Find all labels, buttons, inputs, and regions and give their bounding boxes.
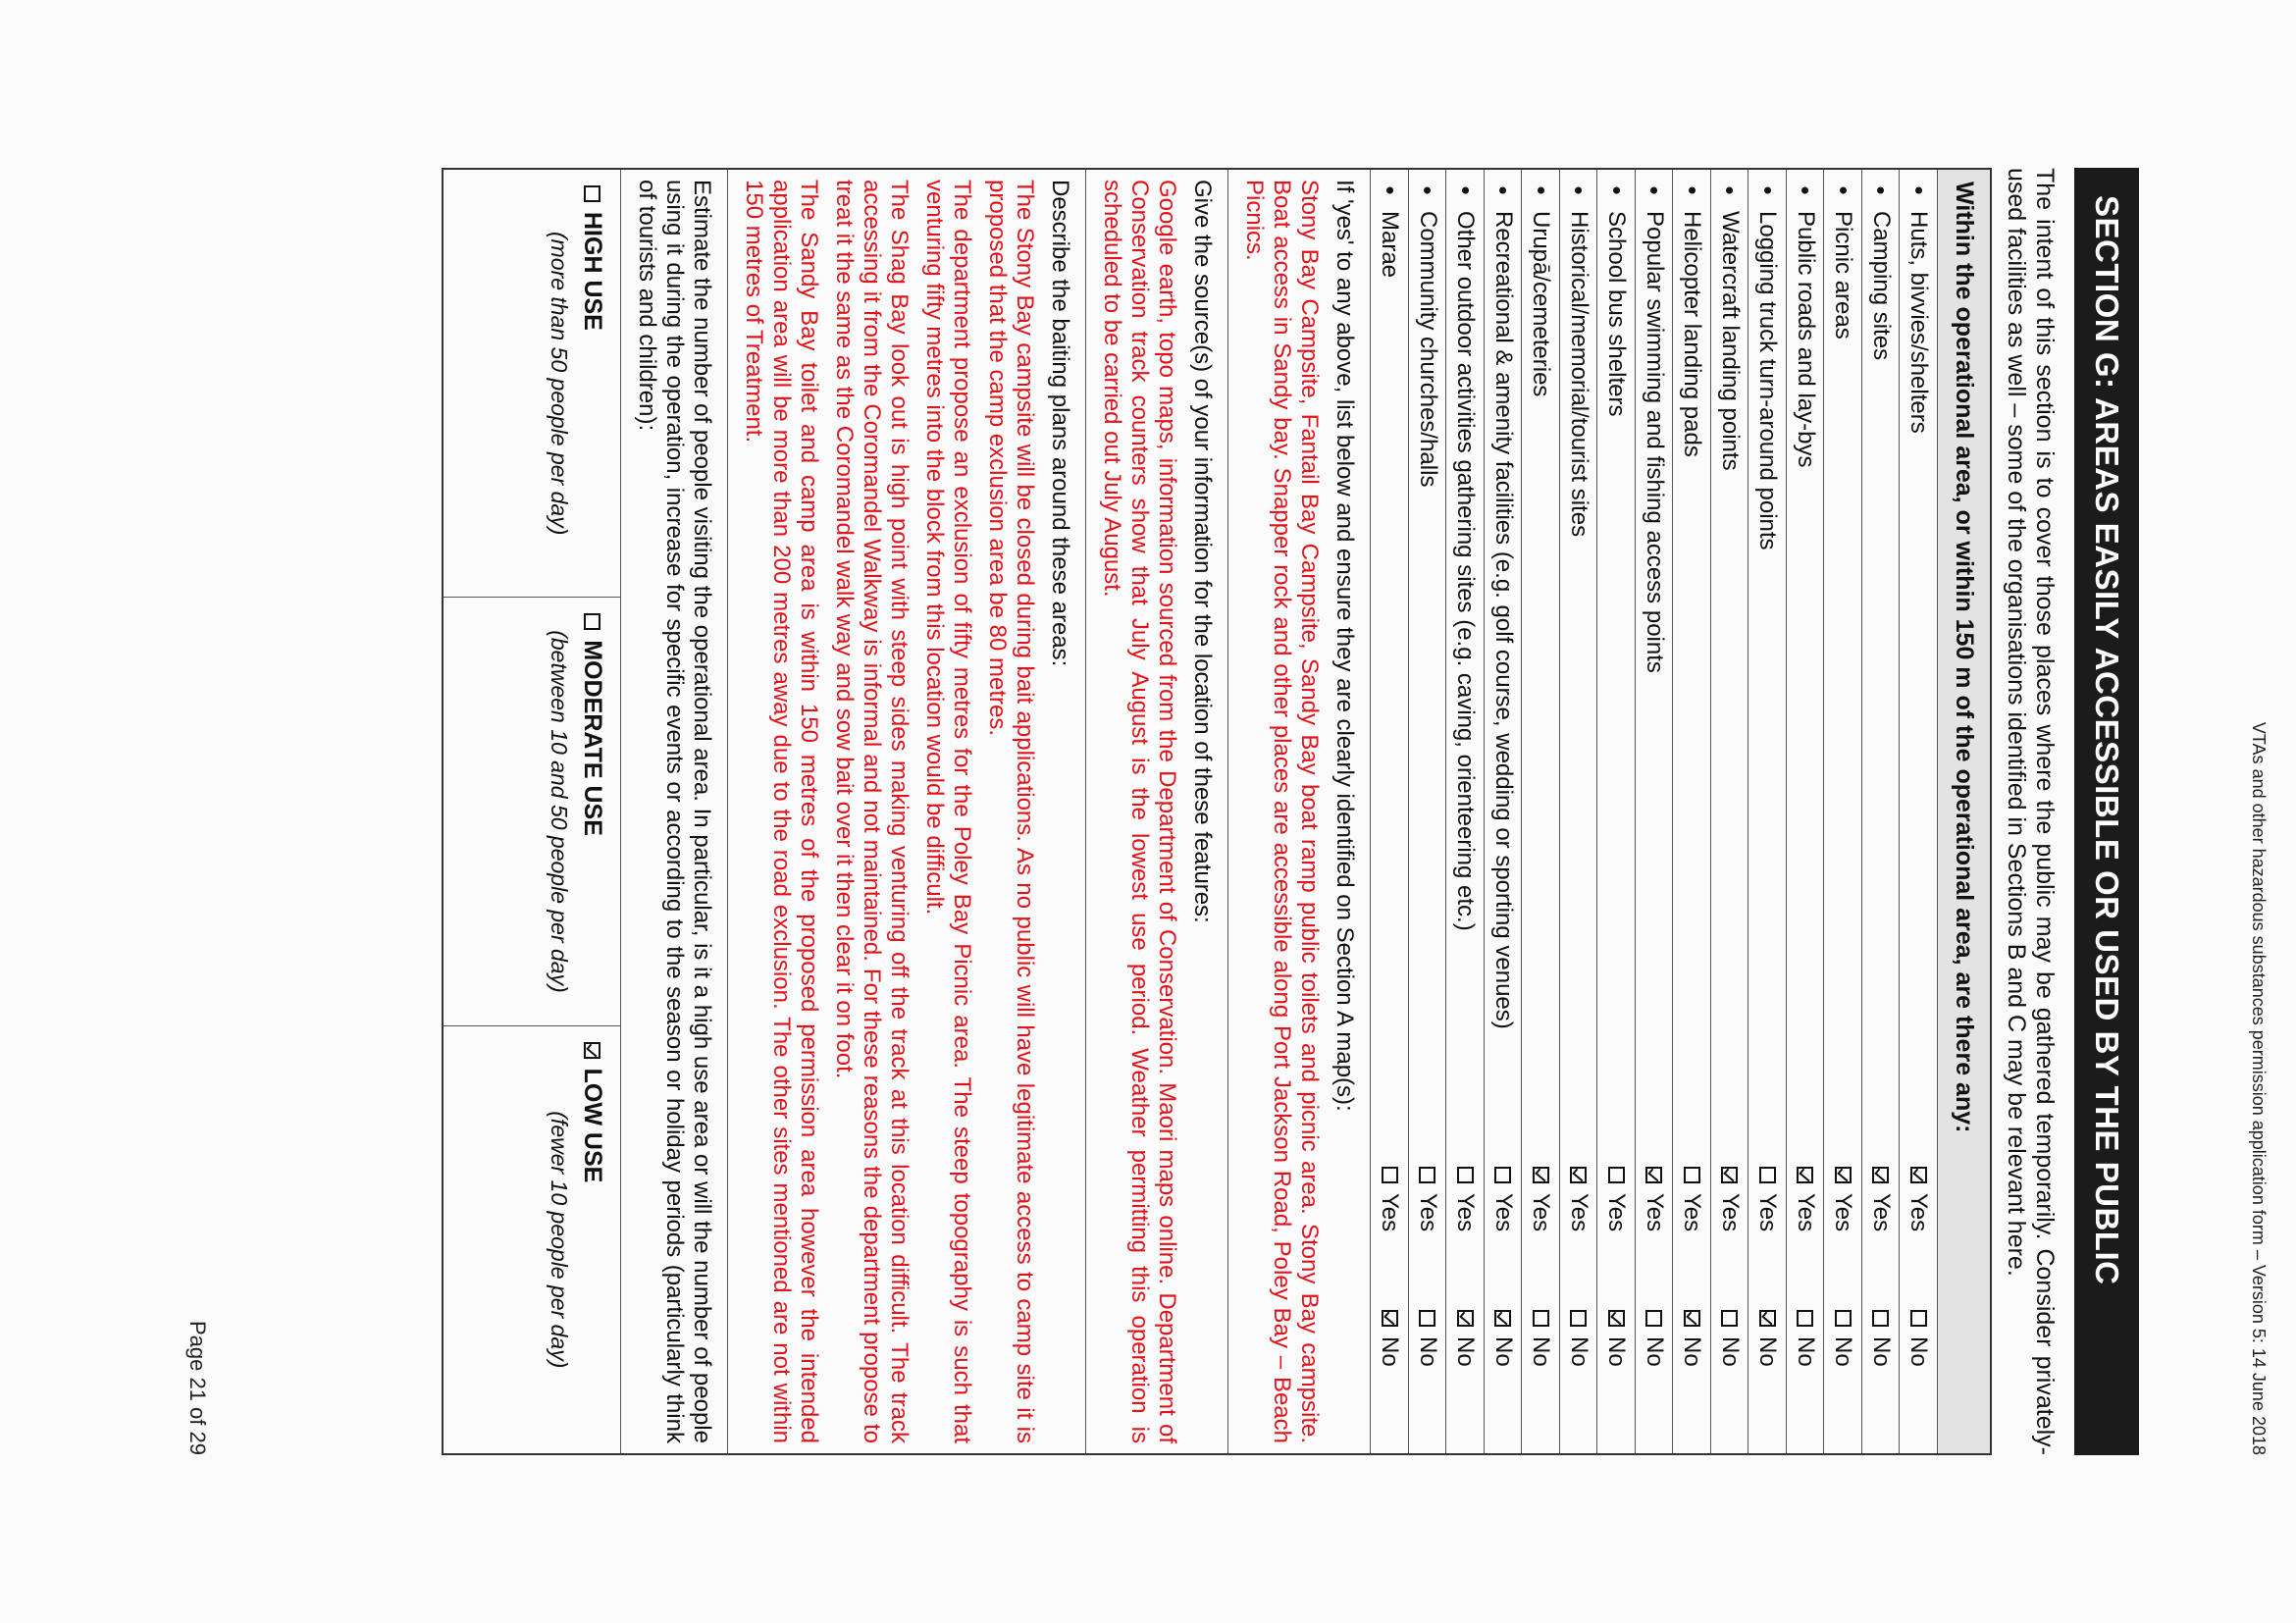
no-option[interactable] (1414, 1310, 1441, 1453)
sources-answer[interactable]: Google earth, topo maps, information sourced from the Department of Conservation. Maori maps online. Department of Conservation track counters show that July August is the lowest use period. Weather permitting this operation is scheduled to be carried out July August. (1099, 180, 1181, 1443)
question-item-label: Picnic areas (1830, 211, 1857, 340)
baiting-paragraph[interactable]: The department propose an exclusion of fifty metres for the Poley Bay Picnic area. The steep topography is such that venturing fifty metres into the block from this location would be difficult. (921, 180, 976, 1443)
question-row (1484, 170, 1522, 1453)
checkbox-icon[interactable] (1570, 1310, 1587, 1327)
yes-label: Yes (1905, 1193, 1933, 1232)
question-row (1900, 170, 1938, 1453)
checkbox-icon[interactable] (1759, 1310, 1776, 1327)
no-label: No (1792, 1336, 1819, 1367)
yes-label: Yes (1414, 1193, 1441, 1232)
sources-section (1086, 170, 1228, 1453)
question-row (1446, 170, 1485, 1453)
question-item-label: Popular swimming and fishing access points (1641, 211, 1668, 673)
yes-label: Yes (1754, 1193, 1782, 1232)
checkbox-icon[interactable] (1645, 1310, 1662, 1327)
yes-option[interactable] (1716, 1167, 1744, 1310)
no-label: No (1754, 1336, 1782, 1367)
question-item-label: Community churches/halls (1414, 211, 1441, 488)
question-item-label: Logging truck turn-around points (1754, 211, 1782, 550)
question-item-label: School bus shelters (1603, 211, 1631, 417)
section-title: SECTION G: AREAS EASILY ACCESSIBLE OR USED BY THE PUBLIC (2074, 168, 2139, 1455)
yes-label: Yes (1867, 1193, 1895, 1232)
bullet-icon: • (1564, 185, 1594, 195)
sources-answer-block (1099, 180, 1181, 1443)
yes-option[interactable] (1867, 1167, 1895, 1310)
bullet-icon: • (1488, 185, 1519, 195)
bullet-icon: • (1640, 185, 1670, 195)
yes-option[interactable] (1489, 1167, 1517, 1310)
usage-prompt: Estimate the number of people visiting the operational area. In particular, is it a high use area or will the number of people using it during the operation, increase for specific events or according to the season or holiday periods (particularly think of tourists and children): (621, 170, 728, 1453)
usage-option-label (579, 1042, 607, 1438)
if-yes-answer[interactable]: Stony Bay Campsite, Fantail Bay Campsite, Sandy Bay boat ramp public toilets and picnic area. Stony Bay campsite. Boat access in Sandy bay. Snapper rock and other places are accessible along Port Jackson Road, Poley Bay – Beach Picnics. (1241, 180, 1324, 1443)
yes-option[interactable] (1829, 1167, 1856, 1310)
checkbox-icon[interactable] (1872, 1167, 1889, 1183)
question-item-label: Other outdoor activities gathering sites (e.g. caving, orienteering etc.) (1452, 211, 1480, 931)
checkbox-icon[interactable] (1608, 1310, 1625, 1327)
usage-option-sub: (more than 50 people per day) (547, 231, 573, 536)
no-label: No (1830, 1336, 1857, 1367)
yes-option[interactable] (1641, 1167, 1668, 1310)
checkbox-icon[interactable] (1684, 1310, 1700, 1327)
checkbox-icon[interactable] (1382, 1167, 1398, 1183)
usage-option-low[interactable] (444, 1026, 621, 1453)
baiting-prompt: Describe the baiting plans around these areas: (1047, 180, 1074, 667)
bullet-icon: • (1526, 185, 1556, 195)
bullet-icon: • (1866, 185, 1897, 195)
no-label: No (1528, 1336, 1555, 1367)
checkbox-icon[interactable] (1872, 1310, 1889, 1327)
usage-option-sub: (between 10 and 50 people per day) (547, 630, 573, 993)
no-label: No (1716, 1336, 1744, 1367)
bullet-icon: • (1677, 185, 1707, 195)
no-option[interactable] (1753, 1310, 1781, 1453)
question-row (1710, 170, 1748, 1453)
yes-option[interactable] (1678, 1167, 1705, 1310)
usage-option-label (579, 613, 607, 1009)
usage-option-text: HIGH USE (579, 212, 607, 331)
question-item-label: Huts, bivvies/shelters (1905, 211, 1933, 434)
checkbox-icon[interactable] (1457, 1310, 1474, 1327)
no-label: No (1452, 1336, 1480, 1367)
no-option[interactable] (1376, 1310, 1403, 1453)
usage-options (444, 170, 621, 1453)
question-item-label: Recreational & amenity facilities (e.g. golf course, wedding or sporting venues) (1489, 211, 1517, 1029)
yes-option[interactable] (1905, 1167, 1932, 1310)
checkbox-icon[interactable] (1835, 1310, 1852, 1327)
bullet-icon: • (1752, 185, 1783, 195)
sources-prompt: Give the source(s) of your information for the location of these features: (1189, 180, 1217, 923)
checkbox-icon[interactable] (1570, 1167, 1587, 1183)
question-row (1522, 170, 1560, 1453)
no-label: No (1565, 1336, 1592, 1367)
checkbox-icon[interactable] (1797, 1167, 1813, 1183)
checkbox-icon[interactable] (1457, 1167, 1474, 1183)
question-row (1861, 170, 1900, 1453)
checkbox-icon[interactable] (1835, 1167, 1852, 1183)
bullet-icon: • (1828, 185, 1858, 195)
no-label: No (1414, 1336, 1441, 1367)
yes-option[interactable] (1792, 1167, 1819, 1310)
no-label: No (1641, 1336, 1668, 1367)
yes-option[interactable] (1565, 1167, 1592, 1310)
checkbox-icon[interactable] (1494, 1310, 1511, 1327)
checkbox-icon[interactable] (1382, 1310, 1398, 1327)
baiting-paragraph[interactable]: The Stony Bay campsite will be closed during bait applications. As no public will have legitimate access to camp site it is proposed that the camp exclusion area be 80 metres. (984, 180, 1039, 1443)
question-item-label: Historical/memorial/tourist sites (1565, 211, 1592, 538)
yes-label: Yes (1716, 1193, 1744, 1232)
checkbox-icon[interactable] (585, 1042, 601, 1059)
no-option[interactable] (1792, 1310, 1819, 1453)
no-option[interactable] (1641, 1310, 1668, 1453)
section-intro: The intent of this section is to cover those places where the public may be gathered temporarily. Consider privately-used facilities as well – some of the organisations identified in Sections B and C may be relevant here. (2003, 168, 2059, 1455)
yes-option[interactable] (1753, 1167, 1781, 1310)
baiting-paragraph[interactable]: The Shag Bay look out is high point with steep sides making venturing off the track at this location difficult. The track accessing it from the Coromandel Walkway is informal and not maintained. For these reasons the department propose to treat it the same as the Coromandel walk way and sow bait over it then clear it on foot. (831, 180, 913, 1443)
checkbox-icon[interactable] (1910, 1167, 1927, 1183)
bullet-icon: • (1413, 185, 1443, 195)
question-item-label: Camping sites (1867, 211, 1895, 361)
no-option[interactable] (1829, 1310, 1856, 1453)
yes-label: Yes (1489, 1193, 1517, 1232)
question-row (1786, 170, 1824, 1453)
no-option[interactable] (1565, 1310, 1592, 1453)
yes-label: Yes (1377, 1193, 1404, 1232)
bullet-icon: • (1904, 185, 1934, 195)
yes-label: Yes (1528, 1193, 1555, 1232)
bullet-icon: • (1715, 185, 1746, 195)
yes-option[interactable] (1602, 1167, 1630, 1310)
checkbox-icon[interactable] (1494, 1167, 1511, 1183)
question-row (1559, 170, 1597, 1453)
yes-label: Yes (1792, 1193, 1819, 1232)
question-heading: Within the operational area, or within 150 m of the operational area, are there any: (1937, 170, 1990, 1453)
question-row (1597, 170, 1636, 1453)
no-option[interactable] (1678, 1310, 1705, 1453)
no-label: No (1377, 1336, 1404, 1367)
question-item-label: Watercraft landing points (1716, 211, 1744, 471)
checkbox-icon[interactable] (1721, 1310, 1738, 1327)
yes-label: Yes (1565, 1193, 1592, 1232)
checkbox-icon[interactable] (1721, 1167, 1738, 1183)
yes-label: Yes (1679, 1193, 1706, 1232)
yes-label: Yes (1830, 1193, 1857, 1232)
form-table (443, 168, 1993, 1455)
running-header: VTAs and other hazardous substances permission application form – Version 5: 14 June 2018 (2249, 721, 2269, 1455)
question-item-label: Helicopter landing pads (1679, 211, 1706, 457)
question-row (1635, 170, 1673, 1453)
no-label: No (1867, 1336, 1895, 1367)
bullet-icon: • (1450, 185, 1481, 195)
usage-option-moderate[interactable] (444, 598, 621, 1025)
checkbox-icon[interactable] (585, 185, 601, 202)
no-option[interactable] (1489, 1310, 1517, 1453)
usage-option-label (579, 185, 607, 581)
question-row (1408, 170, 1446, 1453)
question-row (1748, 170, 1787, 1453)
yes-option[interactable] (1414, 1167, 1441, 1310)
form-content (185, 168, 2269, 1455)
checkbox-icon[interactable] (1419, 1167, 1435, 1183)
question-item-label: Urupā/cemeteries (1528, 211, 1555, 397)
question-row (1371, 170, 1409, 1453)
question-row (1673, 170, 1711, 1453)
yes-label: Yes (1641, 1193, 1668, 1232)
baiting-answer-block (741, 180, 1039, 1443)
checkbox-icon[interactable] (1419, 1310, 1435, 1327)
if-yes-prompt: If 'yes' to any above, list below and ensure they are clearly identified on Section A map(s): (1331, 180, 1359, 1112)
yes-label: Yes (1452, 1193, 1480, 1232)
checkbox-icon[interactable] (585, 613, 601, 630)
bullet-icon: • (1375, 185, 1405, 195)
bullet-icon: • (1791, 185, 1821, 195)
bullet-icon: • (1601, 185, 1632, 195)
no-option[interactable] (1867, 1310, 1895, 1453)
no-option[interactable] (1451, 1310, 1479, 1453)
if-yes-section (1228, 170, 1371, 1453)
no-option[interactable] (1905, 1310, 1932, 1453)
yes-label: Yes (1603, 1193, 1631, 1232)
usage-option-high[interactable] (444, 170, 621, 598)
usage-option-text: MODERATE USE (579, 640, 607, 836)
page-number: Page 21 of 29 (185, 1320, 210, 1455)
checkbox-icon[interactable] (1759, 1167, 1776, 1183)
no-option[interactable] (1716, 1310, 1744, 1453)
if-yes-answer-block (1241, 180, 1324, 1443)
baiting-section (728, 170, 1086, 1453)
checkbox-icon[interactable] (1533, 1167, 1549, 1183)
usage-option-sub: (fewer 10 people per day) (547, 1111, 573, 1369)
question-row (1824, 170, 1862, 1453)
usage-option-text: LOW USE (579, 1068, 607, 1183)
checkbox-icon[interactable] (1910, 1310, 1927, 1327)
no-option[interactable] (1602, 1310, 1630, 1453)
no-label: No (1489, 1336, 1517, 1367)
question-items (1371, 170, 1938, 1453)
no-option[interactable] (1527, 1310, 1554, 1453)
question-item-label: Public roads and lay-bys (1792, 211, 1819, 468)
baiting-paragraph[interactable]: The Sandy Bay toilet and camp area is within 150 metres of the proposed permission area however the intended application area will be more than 200 metres away due to the road exclusion. The other sites mentioned are not within 150 metres of Treatment. (741, 180, 823, 1443)
checkbox-icon[interactable] (1797, 1310, 1813, 1327)
no-label: No (1905, 1336, 1933, 1367)
yes-option[interactable] (1527, 1167, 1554, 1310)
no-label: No (1679, 1336, 1706, 1367)
checkbox-icon[interactable] (1533, 1310, 1549, 1327)
checkbox-icon[interactable] (1645, 1167, 1662, 1183)
yes-option[interactable] (1451, 1167, 1479, 1310)
checkbox-icon[interactable] (1684, 1167, 1700, 1183)
no-label: No (1603, 1336, 1631, 1367)
yes-option[interactable] (1376, 1167, 1403, 1310)
checkbox-icon[interactable] (1608, 1167, 1625, 1183)
question-item-label: Marae (1377, 211, 1404, 279)
